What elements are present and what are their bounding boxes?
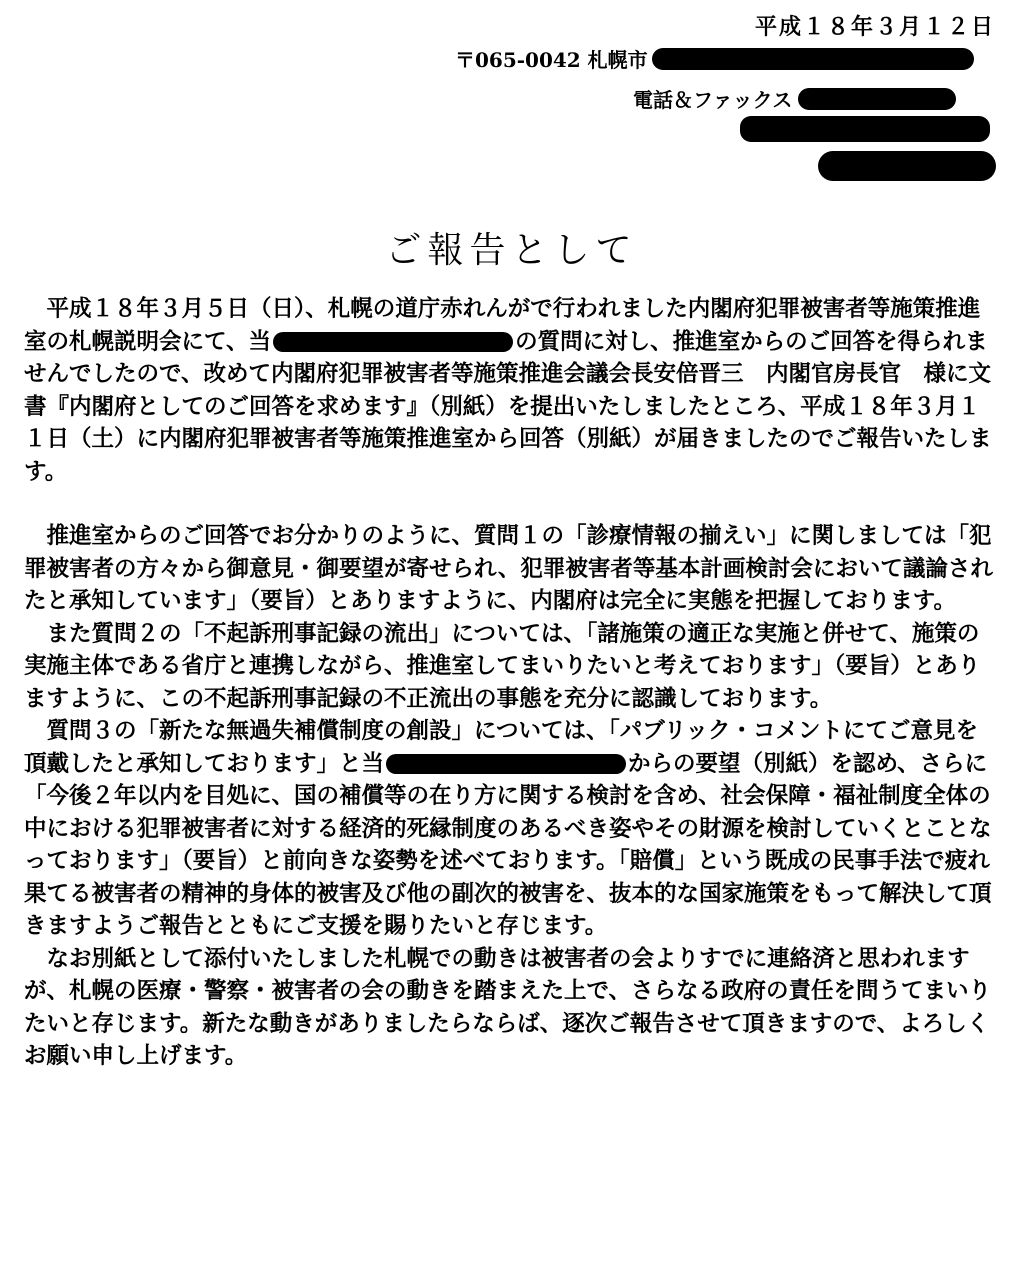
phone-label: 電話＆ファックス [633,88,793,112]
redacted-line-2 [818,151,996,181]
redacted-name [818,151,996,181]
paragraph-3: また質問２の「不起訴刑事記録の流出」については、「諸施策の適正な実施と併せて、施策の実施主体である省庁と連携しながら、推進室してまいりたいと考えております」（要旨）とありますように、この不起訴刑事記録の不正流出の事態を充分に認識しております。 [24,620,981,712]
paragraph-1: 平成１８年３月５日（日）、札幌の道庁赤れんがで行われました内閣府犯罪被害者等施策推進室の札幌説明会にて、当 の質問に対し、推進室からのご回答を得られませんでしたので、改めて内閣府犯罪被害者等施策推進会議会長安倍晋三 内閣官房長官 様に文書『内閣府としてのご回答を求めます』（別紙）を提出いたしましたところ、平成１８年３月１１日（土）に内閣府犯罪被害者等施策推進室から回答（別紙）が届きましたのでご報告いたします。 [24,296,992,485]
letter-title: ご報告として [385,230,638,272]
paragraph-2: 推進室からのご回答でお分かりのように、質問１の「診療情報の揃えい」に関しましては「犯罪被害者の方々から御意見・御要望が寄せられ、犯罪被害者等基本計画検討会において議論されたと承知しています」（要旨）とありますように、内閣府は完全に実態を把握しております。 [24,523,993,614]
paragraph-5: なお別紙として添付いたしました札幌での動きは被害者の会よりすでに連絡済と思われますが、札幌の医療・警察・被害者の会の動きを踏まえた上で、さらなる政府の責任を問うてまいりたいと存じます。新たな動きがありましたらならば、逐次ご報告させて頂きますので、よろしくお願い申し上げます。 [24,945,992,1069]
redacted-address [652,48,974,70]
redacted-organization [740,116,990,142]
redacted-phone [798,88,956,110]
address-line [455,44,974,73]
redacted-line-1 [740,116,990,142]
phone-line [633,84,956,113]
redacted-organization-inline [273,332,513,352]
paragraph-gap [24,488,996,520]
redacted-organization-inline [386,754,626,774]
letter-date: 平成１８年３月１２日 [754,14,995,40]
address-prefix: 〒065-0042 札幌市 [455,48,648,72]
letter-body [24,293,996,1073]
paragraph-4: 質問３の「新たな無過失補償制度の創設」については、「パブリック・コメントにてご意見を頂戴したと承知しております」と当 からの要望（別紙）を認め、さらに「今後２年以内を目処に、国の補償等の在り方に関する検討を含め、社会保障・福祉制度全体の中における犯罪被害者に対する経済的死縁制度のあるべき姿やその財源を検討していくとことなっております」（要旨）と前向きな姿勢を述べております。「賠償」という既成の民事手法で疲れ果てる被害者の精神的身体的被害及び他の副次的被害を、抜本的な国家施策をもって解決して頂きますようご報告とともにご支援を賜りたいと存じます。 [24,718,992,939]
